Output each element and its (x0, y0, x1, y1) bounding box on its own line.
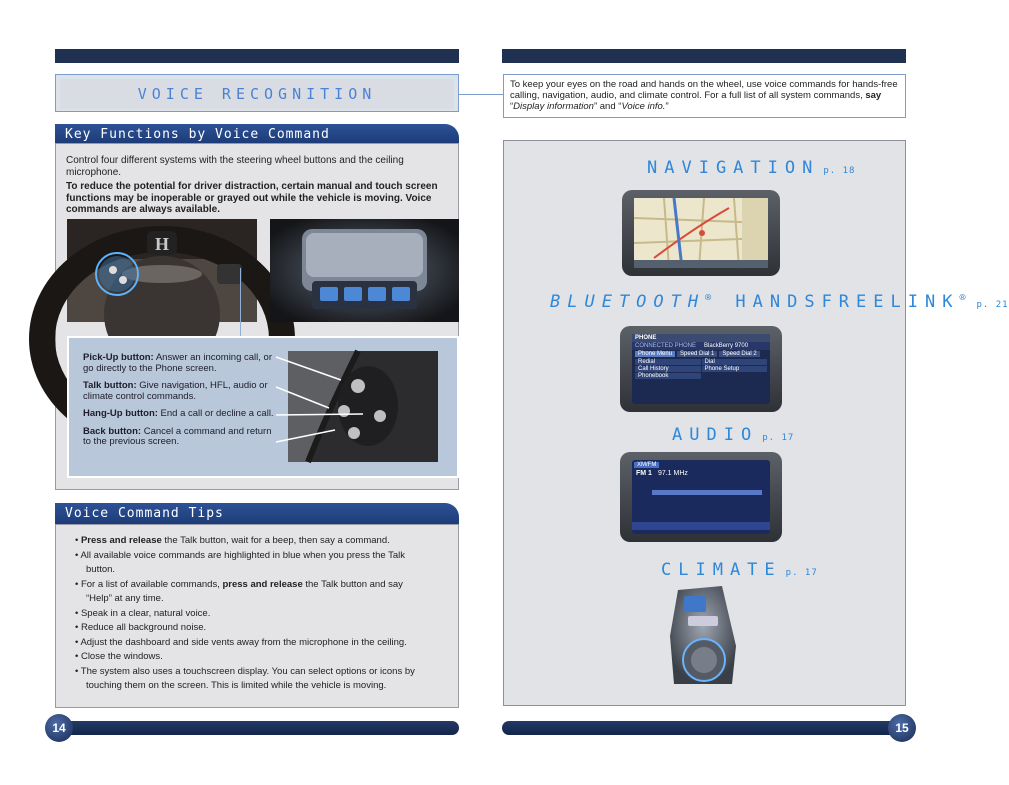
phone-screen-tabs (632, 350, 770, 358)
steering-wheel-photo (67, 219, 257, 322)
tip3-line1a: • For a list of available commands, (75, 578, 223, 590)
navigation-screen-photo (622, 190, 780, 276)
hangup-button-desc (83, 409, 278, 420)
intro-quote-close: ” (665, 101, 669, 112)
back-button-text: Cancel a command and return to the previous screen. (83, 425, 272, 447)
handsfreelink-title: HANDSFREELINK (718, 292, 960, 312)
climate-page-ref: p. 17 (785, 568, 818, 578)
navigation-heading (647, 158, 855, 178)
audio-heading (672, 425, 794, 445)
tips-list (75, 534, 453, 694)
bottom-bar-right (502, 721, 899, 735)
back-button-label: Back button: (83, 425, 142, 437)
climate-title: CLIMATE (661, 560, 782, 580)
intro-quote-mid: ” and “ (593, 101, 622, 112)
hangup-button-text: End a call or decline a call. (157, 408, 274, 419)
tab-phone-menu[interactable]: Phone Menu (635, 351, 675, 357)
audio-source-badge: XM/FM (634, 462, 659, 468)
connected-phone-value: BlackBerry 9700 (704, 343, 749, 349)
tip-close-windows: • Close the windows. (75, 651, 163, 662)
intro-command-voice-info: Voice info. (621, 101, 666, 112)
page-number-right: 15 (888, 714, 916, 742)
intro-quote-open: “ (510, 101, 514, 112)
intro-command-display-info: Display information (513, 101, 594, 112)
menu-redial[interactable]: Redial (635, 359, 701, 365)
bluetooth-page-ref: p. 21 (976, 300, 1009, 310)
key-functions-tab: Key Functions by Voice Command (55, 124, 459, 143)
page-number-left: 14 (45, 714, 73, 742)
bottom-bar-left (62, 721, 459, 735)
tip2-line1: • All available voice commands are highlighted in blue when you press the Talk (75, 549, 406, 561)
climate-heading (661, 560, 818, 580)
section-title-box (55, 74, 459, 112)
tip-help (75, 578, 453, 607)
tip-adjust-vents: • Adjust the dashboard and side vents away from the microphone in the ceiling. (75, 636, 407, 648)
menu-call-history[interactable]: Call History (635, 366, 701, 372)
tip8-line2: touching them on the screen. This is limited while the vehicle is moving. (86, 680, 387, 691)
audio-band: FM 1 (636, 470, 652, 477)
tip1-bold: Press and release (80, 535, 162, 546)
audio-preset-bar (652, 490, 762, 495)
pickup-button-desc (83, 353, 278, 374)
audio-frequency: 97.1 MHz (657, 470, 688, 477)
title-connector-line (459, 94, 503, 95)
navigation-title: NAVIGATION (647, 158, 820, 178)
intro-say: say (865, 90, 882, 101)
bluetooth-title: BLUETOOTH (550, 292, 706, 312)
audio-control-bar (632, 522, 770, 530)
handsfreelink-registered: ® (959, 292, 973, 304)
intro-box (503, 74, 906, 118)
phone-screen-photo (620, 326, 782, 412)
pickup-button-label: Pick-Up button: (83, 352, 154, 363)
pickup-button-text: Answer an incoming call, or go directly to the Phone screen. (83, 352, 272, 374)
callout-connector-line (240, 268, 241, 336)
ceiling-microphone-photo (270, 219, 459, 322)
tip3-line1b: the Talk button and say (302, 578, 403, 590)
talk-button-text: Give navigation, HFL, audio or climate control commands. (83, 380, 268, 402)
audio-title: AUDIO (672, 425, 759, 445)
bluetooth-registered: ® (705, 292, 719, 304)
button-list (83, 353, 278, 455)
talk-button-desc (83, 381, 278, 402)
callout-pointer-lines (273, 350, 353, 450)
tip3-bold: press and release (222, 578, 303, 590)
tip-reduce-noise: • Reduce all background noise. (75, 622, 207, 633)
connected-phone-label: CONNECTED PHONE (635, 343, 697, 349)
talk-button-label: Talk button: (83, 380, 137, 391)
top-bar-left (55, 49, 459, 63)
audio-page-ref: p. 17 (762, 433, 795, 443)
climate-control-photo (670, 586, 740, 686)
top-bar-right (502, 49, 906, 63)
phone-screen-connected (632, 342, 770, 350)
tip3-line2: “Help” at any time. (86, 593, 164, 604)
voice-command-tips-tab: Voice Command Tips (55, 503, 459, 524)
tip-touchscreen (75, 665, 453, 694)
intro-text: To keep your eyes on the road and hands on the wheel, use voice commands for hands-free calling, navigation, audio, and climate control. For a full list of all system commands, (510, 79, 898, 101)
bluetooth-heading (550, 292, 1009, 312)
navigation-page-ref: p. 18 (823, 166, 856, 176)
key-functions-description: Control four different systems with the steering wheel buttons and the ceiling microphone. (66, 155, 404, 178)
audio-frequency-row (632, 470, 770, 477)
tip8-line1: • The system also uses a touchscreen display. You can select options or icons by (75, 665, 415, 677)
tip-highlighted (75, 549, 453, 578)
menu-phone-setup[interactable]: Phone Setup (702, 366, 768, 372)
back-button-desc (83, 427, 278, 448)
menu-dial[interactable]: Dial (702, 359, 768, 365)
menu-phonebook[interactable]: Phonebook (635, 373, 701, 379)
section-title: VOICE RECOGNITION (60, 79, 454, 109)
tip2-line2: button. (86, 564, 116, 575)
tip-press-release: • Press and release the Talk button, wait for a beep, then say a command. (75, 535, 390, 546)
tab-speed-dial-2[interactable]: Speed Dial 2 (719, 351, 759, 357)
svg-text:H: H (154, 234, 170, 254)
driver-distraction-warning: To reduce the potential for driver distraction, certain manual and touch screen functions may be inoperable or grayed out while the vehicle is moving. Voice commands are always available. (66, 181, 438, 215)
phone-menu-grid (632, 358, 770, 380)
tip-speak-clear: • Speak in a clear, natural voice. (75, 607, 211, 619)
hangup-button-label: Hang-Up button: (83, 408, 158, 419)
tab-speed-dial-1[interactable]: Speed Dial 1 (677, 351, 717, 357)
tip1-text: the Talk button, wait for a beep, then say a command. (161, 535, 390, 546)
phone-screen-title: PHONE (632, 334, 770, 342)
audio-screen-photo (620, 452, 782, 542)
